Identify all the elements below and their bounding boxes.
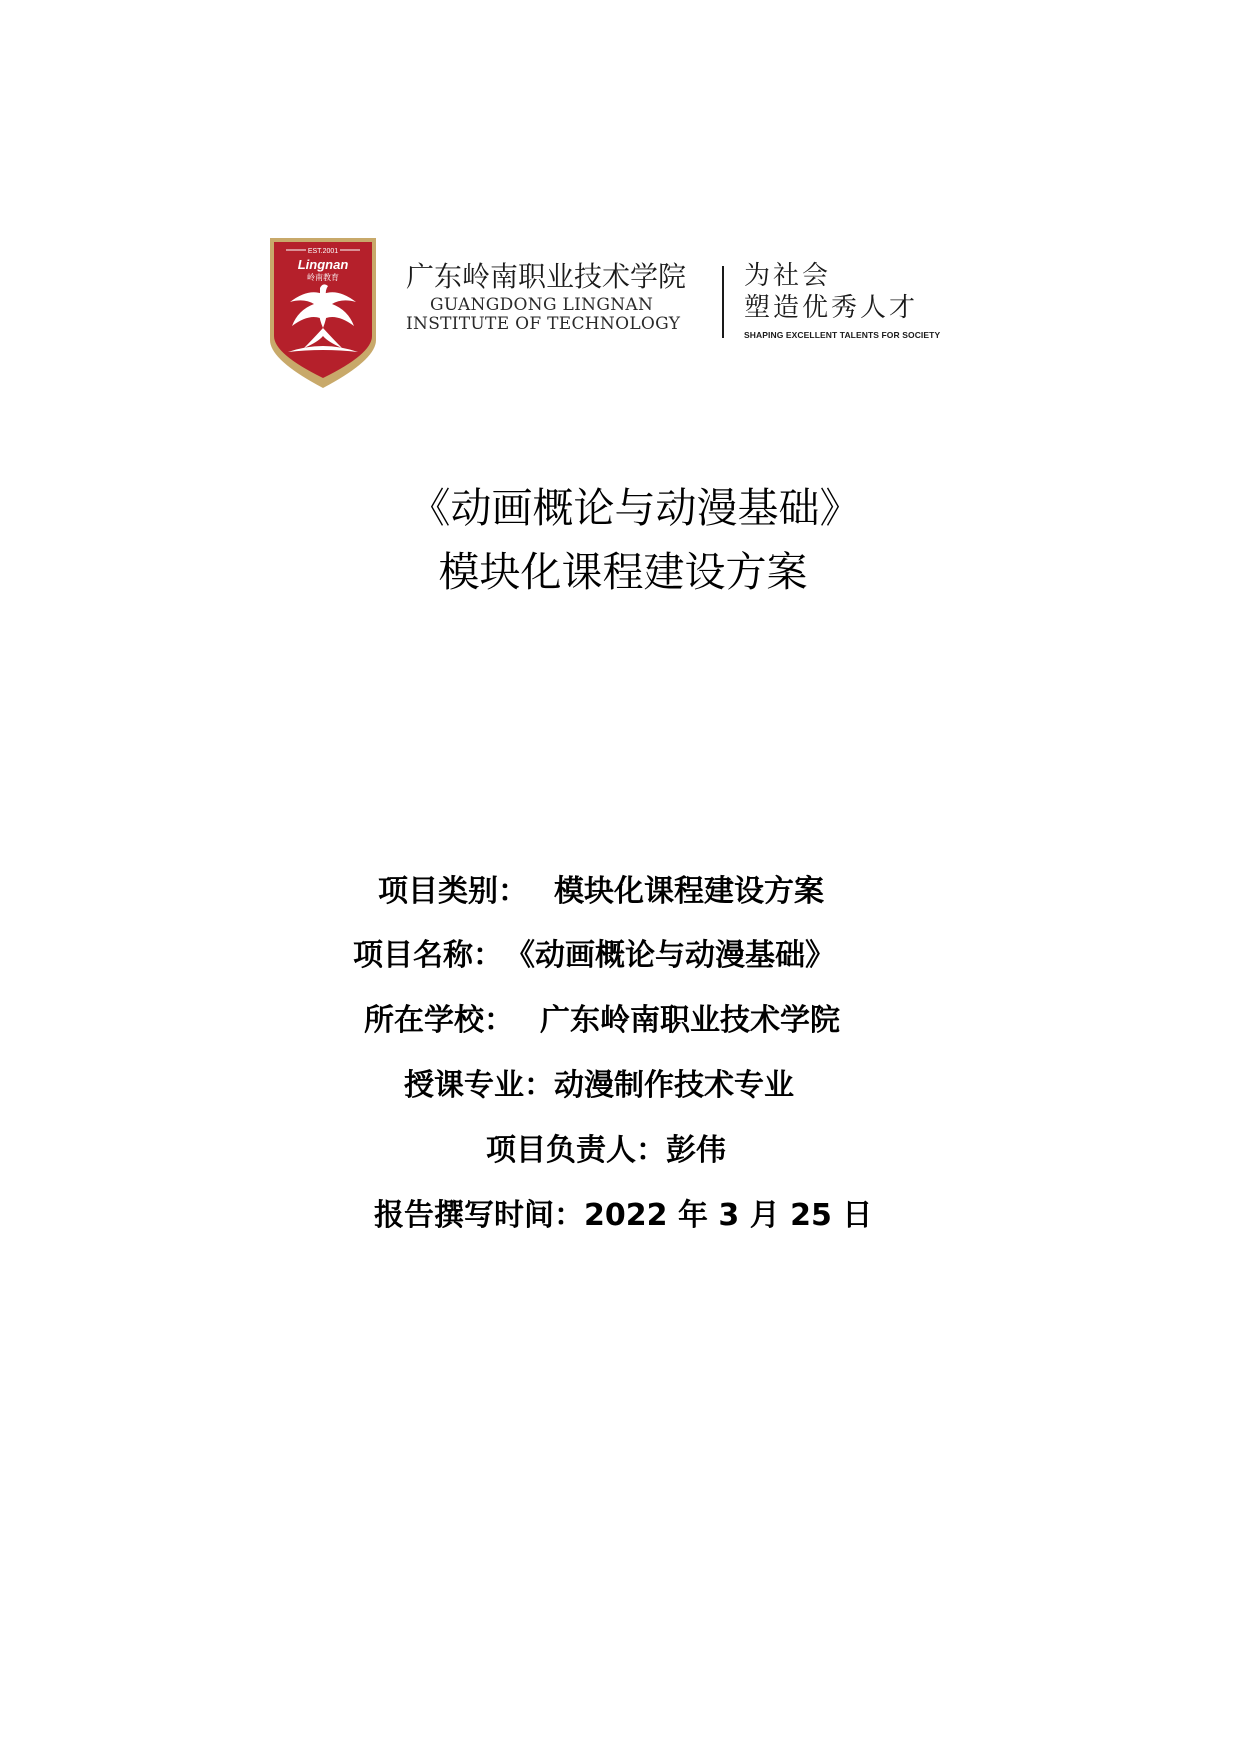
title-line1: 《动画概论与动漫基础》 bbox=[409, 484, 861, 532]
info-label: 项目名称： bbox=[353, 938, 503, 973]
slogan-line2: 塑造优秀人才 bbox=[744, 293, 919, 323]
info-row-project-lead bbox=[486, 1129, 726, 1173]
info-label: 项目负责人： bbox=[486, 1133, 666, 1168]
info-value: 广东岭南职业技术学院 bbox=[540, 1003, 840, 1038]
slogan-group bbox=[744, 260, 954, 340]
school-name-en-line1: GUANGDONG LINGNAN bbox=[430, 295, 654, 315]
document-title bbox=[0, 476, 1240, 604]
info-row-project-category bbox=[378, 870, 824, 914]
school-name-en-line2: INSTITUTE OF TECHNOLOGY bbox=[406, 314, 681, 334]
school-name-cn: 广东岭南职业技术学院 bbox=[406, 260, 687, 293]
slogan-line1: 为社会 bbox=[744, 261, 832, 291]
info-label: 报告撰写时间： bbox=[374, 1198, 584, 1233]
institution-logo bbox=[268, 236, 948, 396]
crest-brand-text: Lingnan bbox=[297, 257, 349, 272]
info-row-report-date bbox=[374, 1194, 872, 1238]
info-row-project-name bbox=[353, 934, 835, 978]
slogan-en: SHAPING EXCELLENT TALENTS FOR SOCIETY bbox=[744, 330, 941, 340]
info-value: 模块化课程建设方案 bbox=[554, 874, 824, 909]
info-value: 《动画概论与动漫基础》 bbox=[505, 938, 835, 973]
info-label: 项目类别： bbox=[378, 874, 528, 909]
info-label: 所在学校： bbox=[364, 1003, 514, 1038]
info-row-major bbox=[404, 1064, 794, 1108]
title-line2: 模块化课程建设方案 bbox=[438, 548, 808, 596]
logo-divider bbox=[722, 266, 724, 338]
info-value: 动漫制作技术专业 bbox=[554, 1068, 794, 1103]
info-value: 彭伟 bbox=[666, 1133, 726, 1168]
school-name-group bbox=[406, 260, 706, 334]
info-value: 2022 年 3 月 25 日 bbox=[584, 1198, 873, 1233]
crest-emblem bbox=[268, 236, 378, 390]
info-label: 授课专业： bbox=[404, 1068, 554, 1103]
crest-est-text: EST.2001 bbox=[307, 248, 339, 255]
info-row-school bbox=[364, 999, 840, 1043]
crest-brand-sub-text: 岭南教育 bbox=[307, 273, 339, 282]
